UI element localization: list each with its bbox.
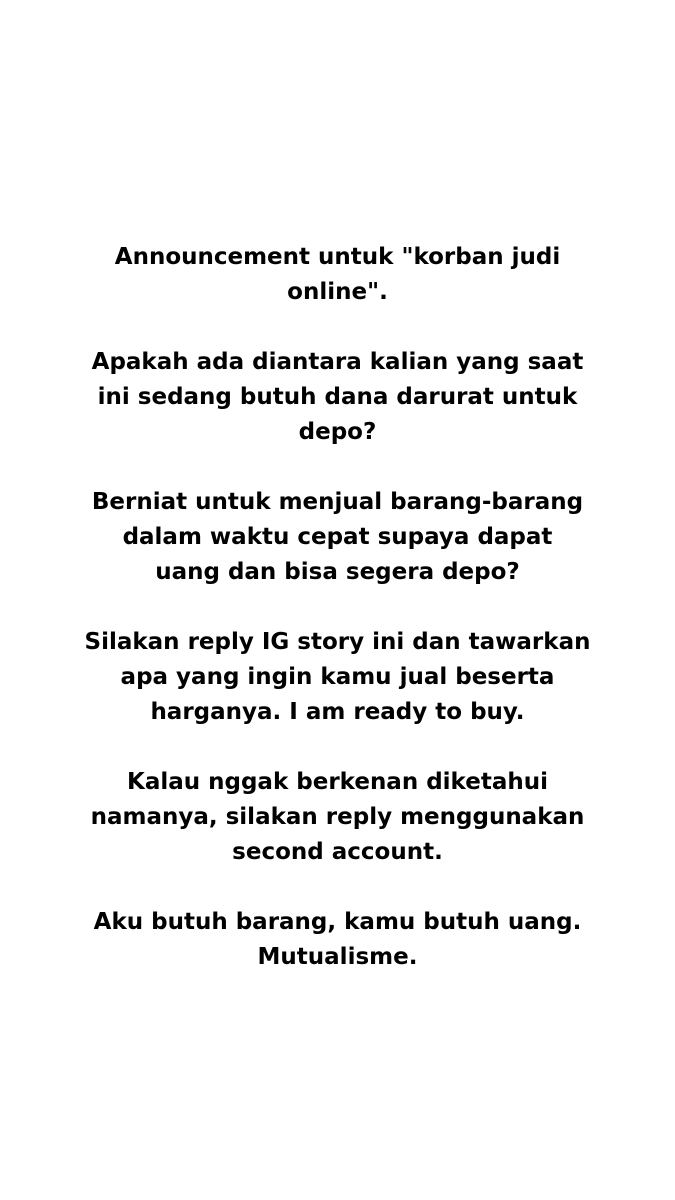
text-line: dalam waktu cepat supaya dapat (122, 524, 553, 550)
paragraph-question-dana (70, 345, 605, 450)
text-line: Berniat untuk menjual barang-barang (91, 489, 584, 515)
text-line: harganya. I am ready to buy. (150, 699, 525, 725)
text-line: online". (287, 279, 388, 305)
text-line: second account. (232, 839, 443, 865)
announcement-text (70, 240, 605, 975)
text-line: apa yang ingin kamu jual beserta (120, 664, 555, 690)
text-line: depo? (298, 419, 377, 445)
text-line: Apakah ada diantara kalian yang saat (91, 349, 584, 375)
text-line: Kalau nggak berkenan diketahui (127, 769, 548, 795)
text-line: ini sedang butuh dana darurat untuk (97, 384, 578, 410)
text-line: Silakan reply IG story ini dan tawarkan (84, 629, 591, 655)
text-line: Aku butuh barang, kamu butuh uang. (93, 909, 582, 935)
text-line: Mutualisme. (257, 944, 418, 970)
paragraph-second-account (70, 765, 605, 870)
text-line: namanya, silakan reply menggunakan (90, 804, 585, 830)
text-line: uang dan bisa segera depo? (155, 559, 520, 585)
paragraph-question-jual (70, 485, 605, 590)
text-line: Announcement untuk "korban judi (114, 244, 561, 270)
paragraph-announcement (70, 240, 605, 310)
paragraph-mutualisme (70, 905, 605, 975)
paragraph-reply-offer (70, 625, 605, 730)
